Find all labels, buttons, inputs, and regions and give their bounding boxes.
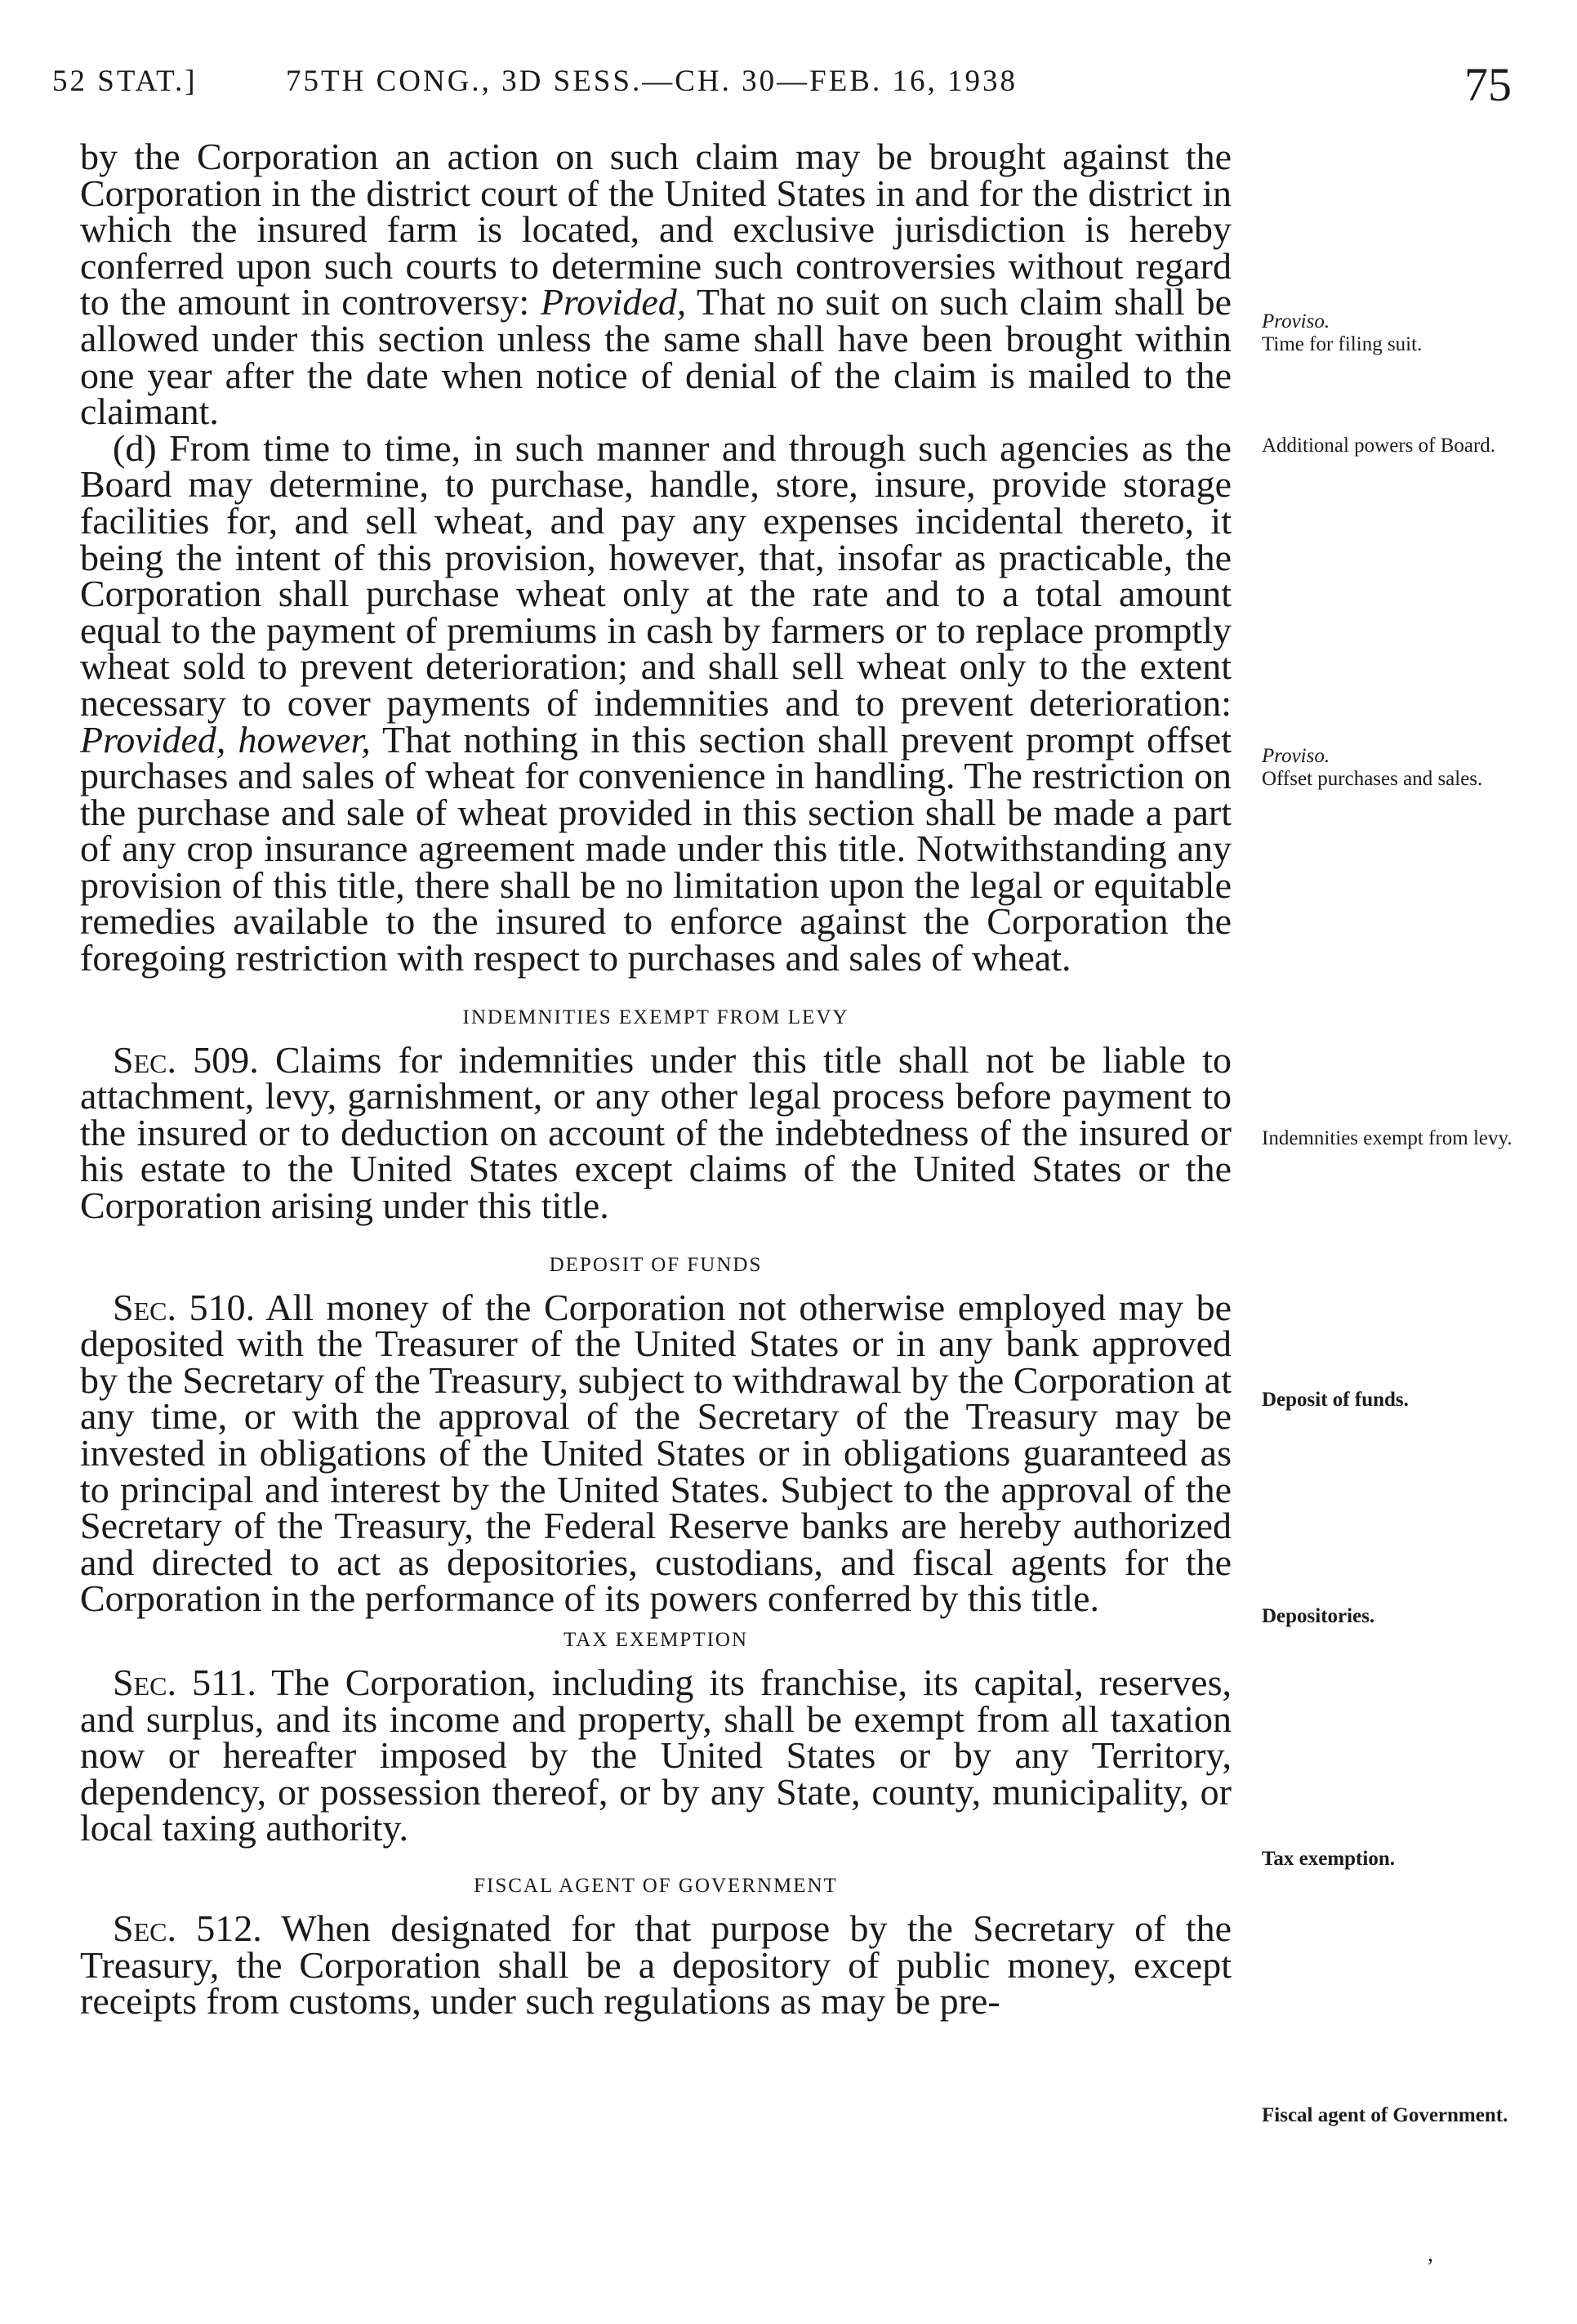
section-509 (80, 1038, 1232, 1227)
paragraph-text: That nothing in this section shall prevent prompt offset purchases and sales of wheat for convenience in handling. The restriction on the purchase and sale of wheat provided in this section shall be made a part of any crop insurance agreement made under this title. Notwithstanding any provision of this title, there shall be no limitation upon the legal or equitable remedies available to the insured to enforce against the Corporation the foregoing restriction with respect to purchases and sales of wheat. (80, 718, 1232, 979)
section-text: 510. All money of the Corporation not otherwise employed may be deposited with the Treasurer of the United States or in any bank approved by the Secretary of the Treasury, subject to withdrawal by the Corporation at any time, or with the approval of the Secretary of the Treasury may be invested in obligations of the United States or in obligations guaranteed as to principal and interest by the United States. Subject to the approval of the Secretary of the Treasury, the Federal Reserve banks are hereby authorized and directed to act as depositories, custodians, and fiscal agents for the Corporation in the performance of its powers conferred by this title. (80, 1286, 1232, 1620)
margin-note-depositories: Depositories. (1262, 1605, 1375, 1627)
paragraph-text: That no suit on such claim shall be allowed under this section unless the same shall have been brought within one year after the date when notice of denial of the claim is mailed to the claimant. (80, 281, 1232, 433)
margin-note-indemnities-exempt: Indemnities exempt from levy. (1262, 1127, 1512, 1149)
section-text: 511. The Corporation, including its franchise, its capital, reserves, and surplus, and its income and property, shall be exempt from all taxation now or hereafter imposed by the United States or by any Territory, dependency, or possession thereof, or by any State, county, municipality, or local taxing authority. (80, 1661, 1232, 1849)
header-volume-ref: 52 STAT.] (52, 65, 198, 98)
proviso-word: Provided, (540, 281, 687, 323)
paragraph-text: by the Corporation an action on such claim may be brought against the Corporation in the district court of the United States in and for the district in which the insured farm is located, and exclusive jurisdiction is hereby conferred upon such courts to determine such controversies without regard to the amount in controversy: (80, 136, 1232, 323)
margin-note-time-for-filing-suit (1262, 310, 1572, 356)
section-label: Sec. (113, 1286, 176, 1328)
section-heading-510: DEPOSIT OF FUNDS (549, 1253, 763, 1276)
section-heading-509: INDEMNITIES EXEMPT FROM LEVY (462, 1006, 849, 1028)
section-label: Sec. (113, 1661, 176, 1703)
paragraph-text: (d) From time to time, in such manner and through such agencies as the Board may determine, to purchase, handle, store, insure, provide storage facilities for, and sell wheat, and pay any expenses incidental thereto, it being the intent of this provision, however, that, insofar as practicable, the Corporation shall purchase wheat only at the rate and to a total amount equal to the payment of premiums in cash by farmers or to replace promptly wheat sold to prevent deterioration; and shall sell wheat only to the extent necessary to cover payments of indemnities and to prevent deterioration: (80, 426, 1232, 724)
section-label: Sec. (113, 1038, 176, 1081)
section-text: 512. When designated for that purpose by the Secretary of the Treasury, the Corporation shall be a depository of public money, except receipts from customs, under such regulations as may be pre- (80, 1907, 1232, 2023)
margin-note-proviso: Proviso. (1262, 745, 1330, 767)
section-heading-512: FISCAL AGENT OF GOVERNMENT (474, 1874, 838, 1897)
section-heading-511: TAX EXEMPTION (563, 1628, 749, 1651)
statute-body (80, 136, 1232, 2023)
section-510 (80, 1286, 1232, 1620)
section-511 (80, 1661, 1232, 1849)
page-number: 75 (1464, 58, 1512, 111)
margin-note-proviso: Proviso. (1262, 310, 1330, 332)
proviso-word: Provided, however, (80, 718, 371, 761)
section-text: 509. Claims for indemnities under this title shall not be liable to attachment, levy, garnishment, or any other legal process before payment to the insured or to deduction on account of the indebtedness of the insured or his estate to the United States except claims of the United States or the Corporation arising under this title. (80, 1038, 1232, 1227)
section-512 (80, 1907, 1232, 2023)
margin-note-text: Offset purchases and sales. (1262, 768, 1483, 790)
margin-note-tax-exemption: Tax exemption. (1262, 1848, 1395, 1870)
paragraph-claims-suit (80, 136, 1232, 433)
margin-note-deposit-of-funds: Deposit of funds. (1262, 1389, 1409, 1411)
section-label: Sec. (113, 1907, 176, 1949)
margin-note-offset-purchases (1262, 745, 1572, 791)
margin-note-additional-powers: Additional powers of Board. (1262, 435, 1496, 457)
margin-note-fiscal-agent: Fiscal agent of Government. (1262, 2104, 1508, 2126)
paragraph-d-board-powers (80, 426, 1232, 979)
header-session-ref: 75TH CONG., 3D SESS.—CH. 30—FEB. 16, 1938 (286, 65, 1018, 98)
margin-note-text: Time for filing suit. (1262, 333, 1423, 355)
stray-mark: , (1428, 2241, 1433, 2267)
